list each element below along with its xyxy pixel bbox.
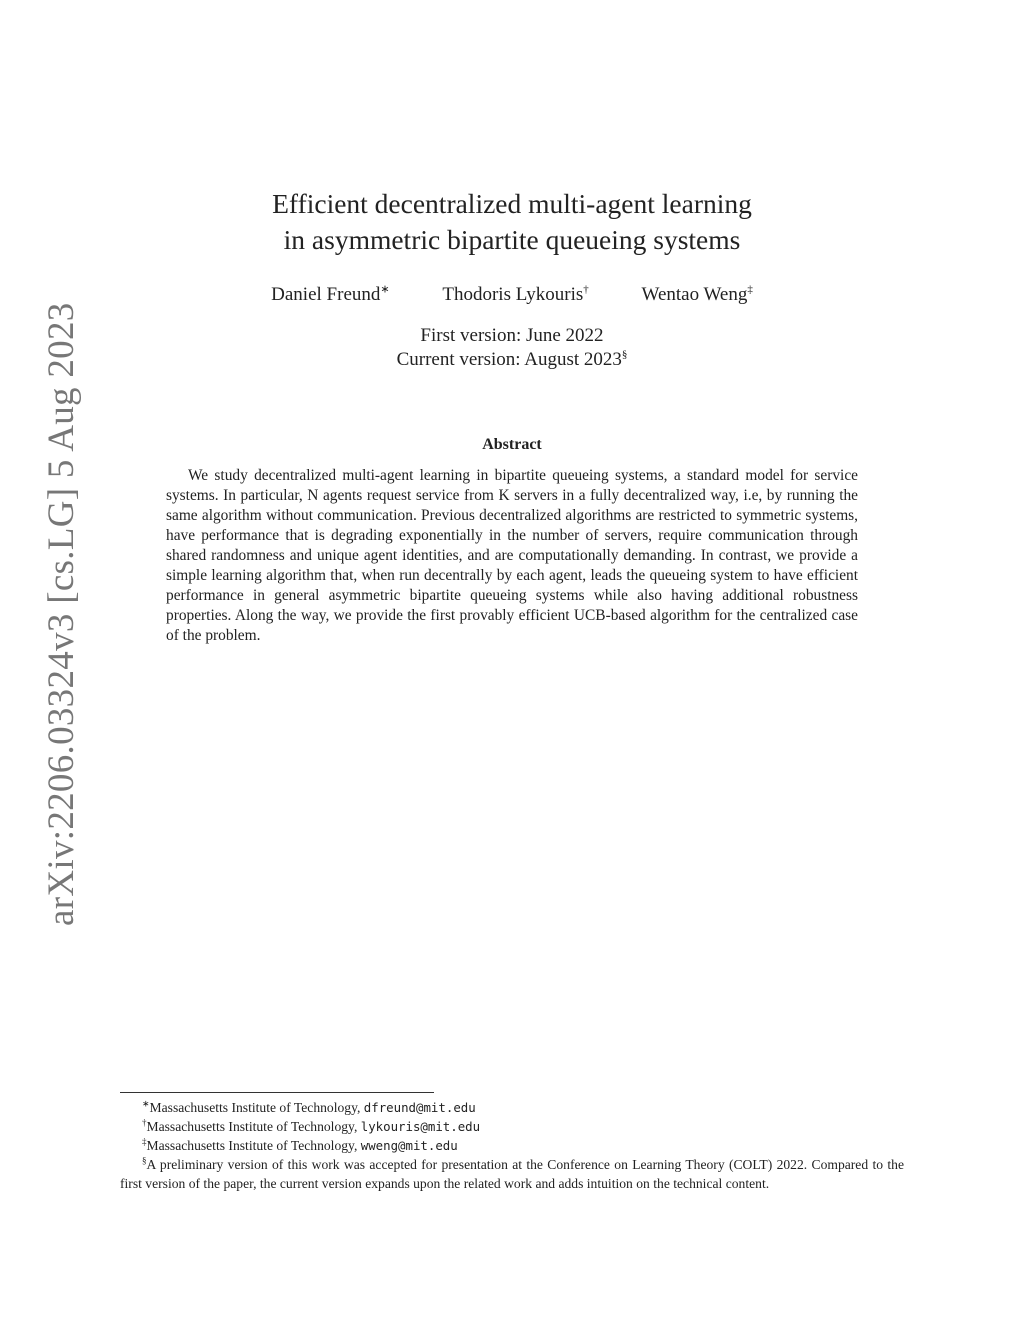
footnote-mark: † bbox=[142, 1117, 147, 1128]
current-version: Current version: August 2023 bbox=[396, 349, 622, 370]
footnote-2 bbox=[120, 1117, 904, 1136]
footnote-divider bbox=[120, 1092, 434, 1093]
footnote-3 bbox=[120, 1136, 904, 1155]
footnote-1 bbox=[120, 1098, 904, 1117]
paper-title bbox=[0, 186, 1024, 258]
author-footnote-mark: ∗ bbox=[380, 283, 390, 296]
footnote-text: Massachusetts Institute of Technology, bbox=[146, 1138, 361, 1153]
abstract-body: We study decentralized multi-agent learning in bipartite queueing systems, a standard model for service systems. In particular, N agents request service from K servers in a fully decentralized way, i.e, by running the same algorithm without communication. Previous decentralized algorithms are restricted to symmetric systems, have performance that is degrading exponentially in the number of servers, require communication through shared randomness and unique agent identities, and are computationally demanding. In contrast, we provide a simple learning algorithm that, when run decentrally by each agent, leads the queueing system to have efficient performance in general asymmetric bipartite queueing systems while also having additional robustness properties. Along the way, we provide the first provably efficient UCB-based algorithm for the centralized case of the problem. bbox=[166, 467, 858, 644]
current-version-footnote-mark: § bbox=[621, 348, 628, 361]
title-line-1: Efficient decentralized multi-agent learning bbox=[272, 188, 752, 219]
footnote-text: Massachusetts Institute of Technology, bbox=[149, 1100, 364, 1115]
author-list bbox=[0, 284, 1024, 306]
author-2 bbox=[442, 284, 588, 306]
footnote-4 bbox=[120, 1155, 904, 1193]
first-version: First version: June 2022 bbox=[420, 325, 604, 346]
footnote-text: A preliminary version of this work was accepted for presentation at the Conference on Learning Theory (COLT) 2022. Compared to the first version of the paper, the current version expands upon the related work and adds intuition on the technical content. bbox=[120, 1157, 904, 1191]
version-info bbox=[0, 324, 1024, 372]
footnote-email[interactable]: lykouris@mit.edu bbox=[360, 1119, 481, 1134]
author-3 bbox=[642, 284, 753, 306]
author-1 bbox=[271, 284, 389, 306]
current-version-line bbox=[0, 348, 1024, 372]
footnote-mark: ‡ bbox=[142, 1136, 147, 1147]
title-line-2: in asymmetric bipartite queueing systems bbox=[283, 224, 741, 255]
author-name: Daniel Freund bbox=[271, 284, 381, 305]
arxiv-identifier-stamp[interactable]: arXiv:2206.03324v3 [cs.LG] 5 Aug 2023 bbox=[41, 302, 82, 926]
footnote-mark: ∗ bbox=[142, 1098, 150, 1109]
footnote-mark: § bbox=[142, 1155, 147, 1166]
abstract-heading: Abstract bbox=[482, 436, 542, 453]
footnote-email[interactable]: dfreund@mit.edu bbox=[363, 1100, 476, 1115]
author-footnote-mark: ‡ bbox=[747, 283, 753, 296]
author-name: Thodoris Lykouris bbox=[442, 284, 584, 305]
author-footnote-mark: † bbox=[583, 283, 589, 296]
footnotes bbox=[120, 1098, 904, 1193]
author-name: Wentao Weng bbox=[641, 284, 748, 305]
footnote-text: Massachusetts Institute of Technology, bbox=[146, 1119, 361, 1134]
footnote-email[interactable]: wweng@mit.edu bbox=[360, 1138, 458, 1153]
